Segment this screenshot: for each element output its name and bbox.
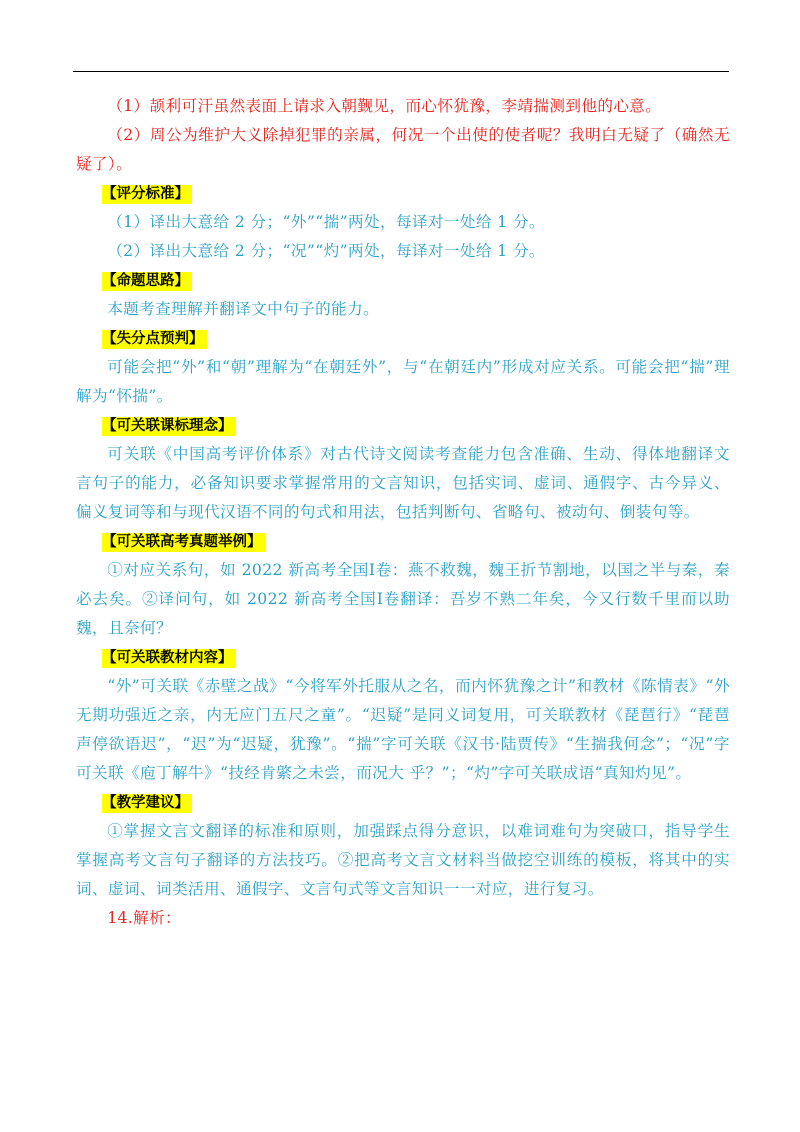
section-heading-teaching: 【教学建议】 (102, 794, 192, 813)
section-teaching (76, 788, 730, 817)
section-scoring (76, 179, 730, 208)
exam-examples-paragraph: ①对应关系句，如 2022 新高考全国Ⅰ卷：燕不救魏，魏王折节割地，以国之半与秦，秦必去矣。②译问句，如 2022 新高考全国Ⅰ卷翻译：吾岁不熟二年矣，今又行数千里而以助魏，且奈何？ (76, 561, 730, 637)
scoring-item-2: （2）译出大意给 2 分；“况”“灼”两处，每译对一处给 1 分。 (107, 242, 545, 260)
answer-1: （1）颉利可汗虽然表面上请求入朝觐见，而心怀犹豫，李靖揣测到他的心意。 (107, 97, 662, 115)
section-heading-scoring: 【评分标准】 (102, 185, 192, 204)
answer-2: （2）周公为维护大义除掉犯罪的亲属，何况一个出使的使者呢？我明白无疑了（确然无疑了）。 (76, 126, 730, 173)
document-body (76, 92, 730, 933)
curriculum-paragraph: 可关联《中国高考评价体系》对古代诗文阅读考查能力包含准确、生动、得体地翻译文言句子的能力，必备知识要求掌握常用的文言知识，包括实词、虚词、通假字、古今异义、偏义复词等和与现代汉语不同的句式和用法，包括判断句、省略句、被动句、倒装句等。 (76, 445, 730, 521)
teaching-paragraph: ①掌握文言文翻译的标准和原则，加强踩点得分意识，以难词难句为突破口，指导学生掌握高考文言句子翻译的方法技巧。②把高考文言文材料当做挖空训练的模板，将其中的实词、虚词、词类活用、通假字、文言句式等文言知识一一对应，进行复习。 (76, 822, 730, 898)
design-paragraph: 本题考查理解并翻译文中句子的能力。 (107, 300, 380, 318)
section-design (76, 266, 730, 295)
next-item-label: 14.解析： (107, 909, 182, 927)
section-heading-pitfalls: 【失分点预判】 (102, 330, 207, 349)
scoring-item-1: （1）译出大意给 2 分；“外”“揣”两处，每译对一处给 1 分。 (107, 213, 545, 231)
textbook-paragraph: “外”可关联《赤壁之战》“今将军外托服从之名，而内怀犹豫之计”和教材《陈情表》“外无期功强近之亲，内无应门五尺之童”。“迟疑”是同义词复用，可关联教材《琵琶行》“琵琶声停欲语迟”，“迟”为“迟疑，犹豫”。“揣”字可关联《汉书·陆贾传》“生揣我何念”；“况”字可关联《庖丁解牛》“技经肯綮之未尝，而况大 乎？”；“灼”字可关联成语“真知灼见”。 (76, 677, 730, 782)
section-heading-textbook: 【可关联教材内容】 (102, 649, 236, 668)
section-heading-exam-examples: 【可关联高考真题举例】 (102, 533, 265, 552)
section-curriculum (76, 411, 730, 440)
pitfalls-paragraph: 可能会把“外”和“朝”理解为“在朝廷外”，与“在朝廷内”形成对应关系。可能会把“揣”理解为“怀揣”。 (76, 358, 730, 405)
section-heading-curriculum: 【可关联课标理念】 (102, 417, 236, 436)
header-rule (73, 71, 729, 72)
section-heading-design: 【命题思路】 (102, 272, 192, 291)
section-textbook (76, 643, 730, 672)
section-exam-examples (76, 527, 730, 556)
section-pitfalls (76, 324, 730, 353)
